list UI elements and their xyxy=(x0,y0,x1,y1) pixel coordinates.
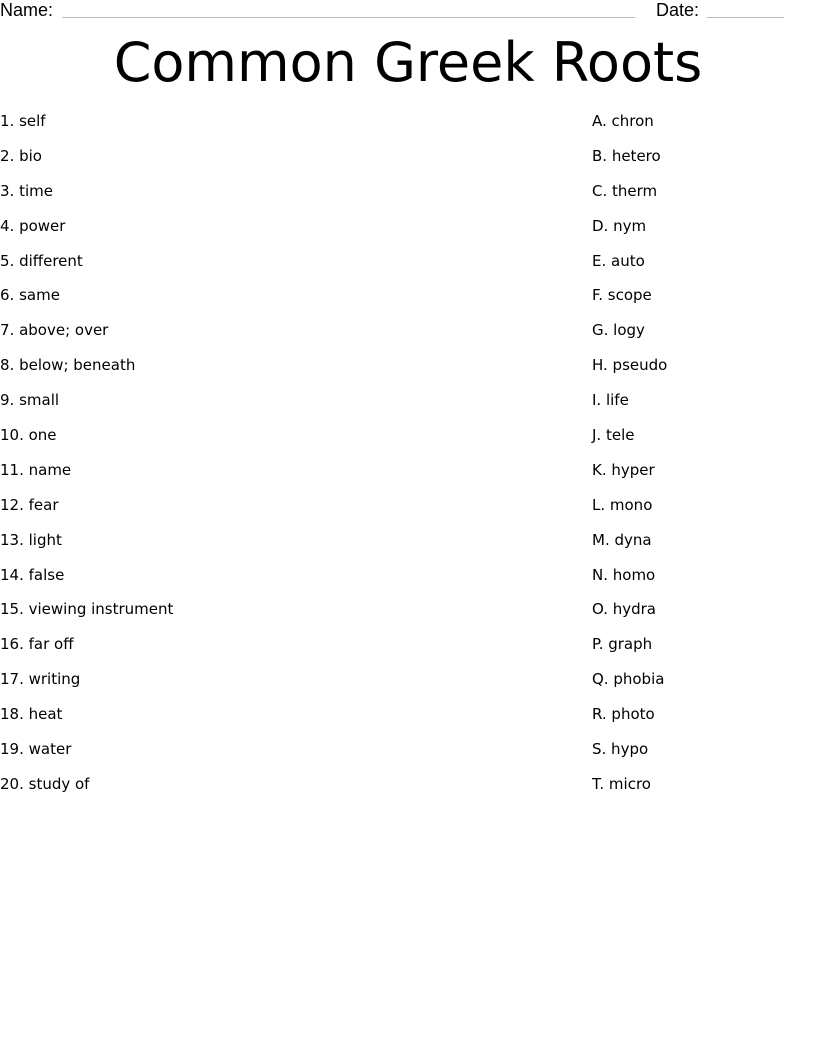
answer-item: R. photo xyxy=(592,705,655,724)
name-label: Name: xyxy=(0,0,54,20)
answer-item: B. hetero xyxy=(592,146,661,165)
clue-item: 1. self xyxy=(0,112,46,130)
clue-item: 8. below; beneath xyxy=(0,356,136,375)
worksheet-title: Common Greek Roots xyxy=(113,31,703,94)
answer-item: S. hypo xyxy=(592,740,649,759)
answer-item: K. hyper xyxy=(592,460,655,479)
clue-item: 19. water xyxy=(0,740,72,759)
clue-item: 11. name xyxy=(0,460,72,479)
clue-item: 4. power xyxy=(0,216,66,235)
clue-item: 9. small xyxy=(0,391,60,410)
clue-item: 17. writing xyxy=(0,670,81,689)
clue-item: 3. time xyxy=(0,181,53,200)
answer-item: I. life xyxy=(592,391,629,410)
answer-item: T. micro xyxy=(592,774,651,793)
clue-item: 7. above; over xyxy=(0,321,109,340)
clue-item: 12. fear xyxy=(0,495,59,514)
answer-item: C. therm xyxy=(592,181,658,200)
answer-item: Q. phobia xyxy=(592,670,665,689)
clue-item: 5. different xyxy=(0,251,83,270)
clue-item: 2. bio xyxy=(0,146,42,165)
answer-item: M. dyna xyxy=(592,530,652,549)
date-label: Date: xyxy=(656,0,700,20)
answer-item: P. graph xyxy=(592,635,653,654)
answer-list xyxy=(592,112,667,810)
worksheet-header xyxy=(0,0,816,22)
clue-item: 10. one xyxy=(0,426,57,445)
clue-item: 6. same xyxy=(0,286,60,305)
answer-item: O. hydra xyxy=(592,600,656,619)
answer-item: L. mono xyxy=(592,495,653,514)
clue-item: 14. false xyxy=(0,565,65,584)
date-write-line[interactable] xyxy=(707,17,784,18)
clue-item: 20. study of xyxy=(0,774,90,793)
name-write-line[interactable] xyxy=(62,17,635,18)
answer-item: N. homo xyxy=(592,565,656,584)
answer-item: A. chron xyxy=(592,112,654,130)
clue-item: 18. heat xyxy=(0,705,63,724)
answer-item: D. nym xyxy=(592,216,647,235)
answer-item: H. pseudo xyxy=(592,356,668,375)
answer-item: J. tele xyxy=(592,426,635,445)
clue-item: 15. viewing instrument xyxy=(0,600,174,619)
clue-item: 13. light xyxy=(0,530,62,549)
answer-item: E. auto xyxy=(592,251,645,270)
answer-item: F. scope xyxy=(592,286,652,305)
clue-item: 16. far off xyxy=(0,635,74,654)
answer-item: G. logy xyxy=(592,321,645,340)
clue-list xyxy=(0,112,173,810)
